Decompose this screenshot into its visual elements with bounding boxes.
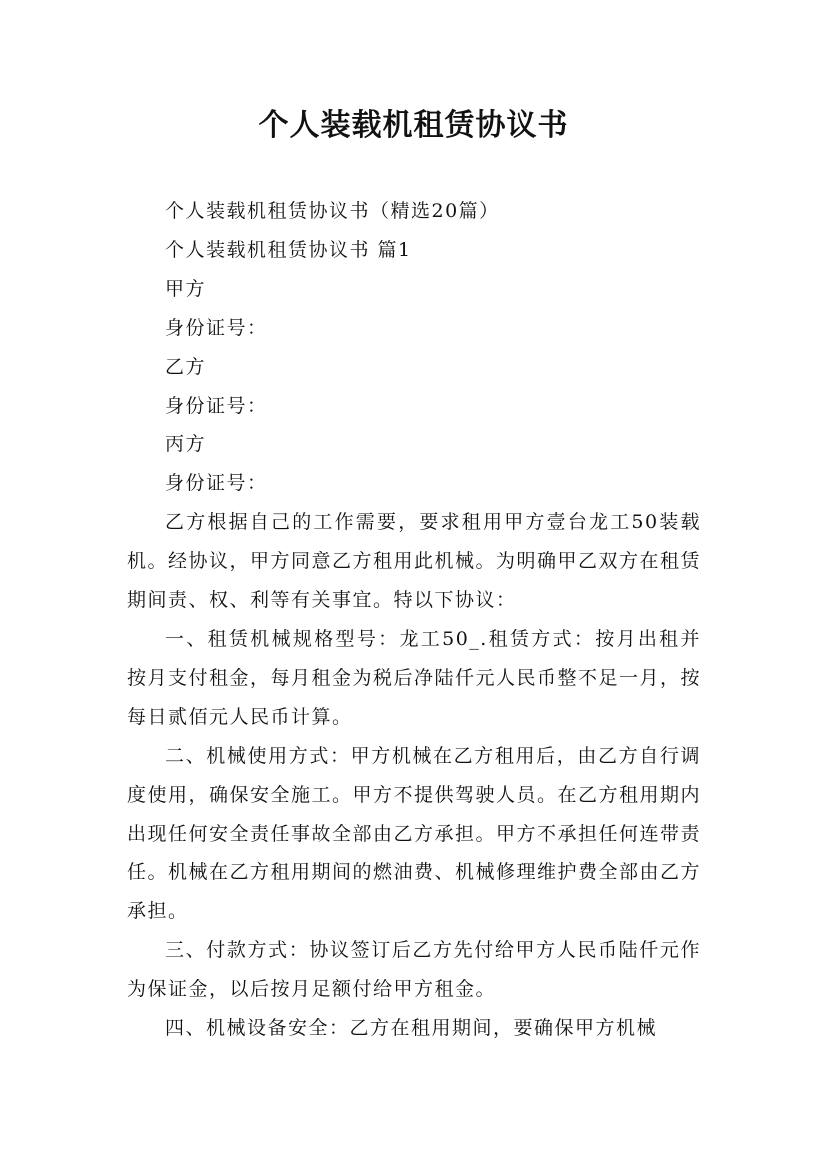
paragraph-intro: 乙方根据自己的工作需要，要求租用甲方壹台龙工50装载机。经协议，甲方同意乙方租用此机械。为明确甲乙双方在租赁期间责、权、利等有关事宜。特以下协议： xyxy=(127,511,702,612)
document-subtitle: 个人装载机租赁协议书（精选20篇） xyxy=(165,200,500,222)
party-b-label: 乙方 xyxy=(165,355,207,378)
section-heading: 个人装载机租赁协议书 篇1 xyxy=(165,238,412,261)
paragraph-clause-1: 一、租赁机械规格型号：龙工50_.租赁方式：按月出租并按月支付租金，每月租金为税后净陆仟元人民币整不足一月，按每日贰佰元人民币计算。 xyxy=(127,627,702,728)
party-c-label: 丙方 xyxy=(165,433,207,456)
party-a-id-label: 身份证号： xyxy=(165,316,268,339)
paragraph-clause-2: 二、机械使用方式：甲方机械在乙方租用后，由乙方自行调度使用，确保安全施工。甲方不提供驾驶人员。在乙方租用期内出现任何安全责任事故全部由乙方承担。甲方不承担任何连带责任。机械在乙方租用期间的燃油费、机械修理维护费全部由乙方承担。 xyxy=(127,744,702,923)
party-c-id-label: 身份证号： xyxy=(165,472,268,495)
document-body xyxy=(127,192,701,1048)
document-title: 个人装载机租赁协议书 xyxy=(258,108,569,143)
paragraph-clause-3: 三、付款方式：协议签订后乙方先付给甲方人民币陆仟元作为保证金，以后按月足额付给甲方租金。 xyxy=(127,939,701,1001)
paragraph-clause-4: 四、机械设备安全：乙方在租用期间，要确保甲方机械 xyxy=(165,1017,658,1040)
party-a-label: 甲方 xyxy=(165,277,207,300)
party-b-id-label: 身份证号： xyxy=(165,394,268,417)
